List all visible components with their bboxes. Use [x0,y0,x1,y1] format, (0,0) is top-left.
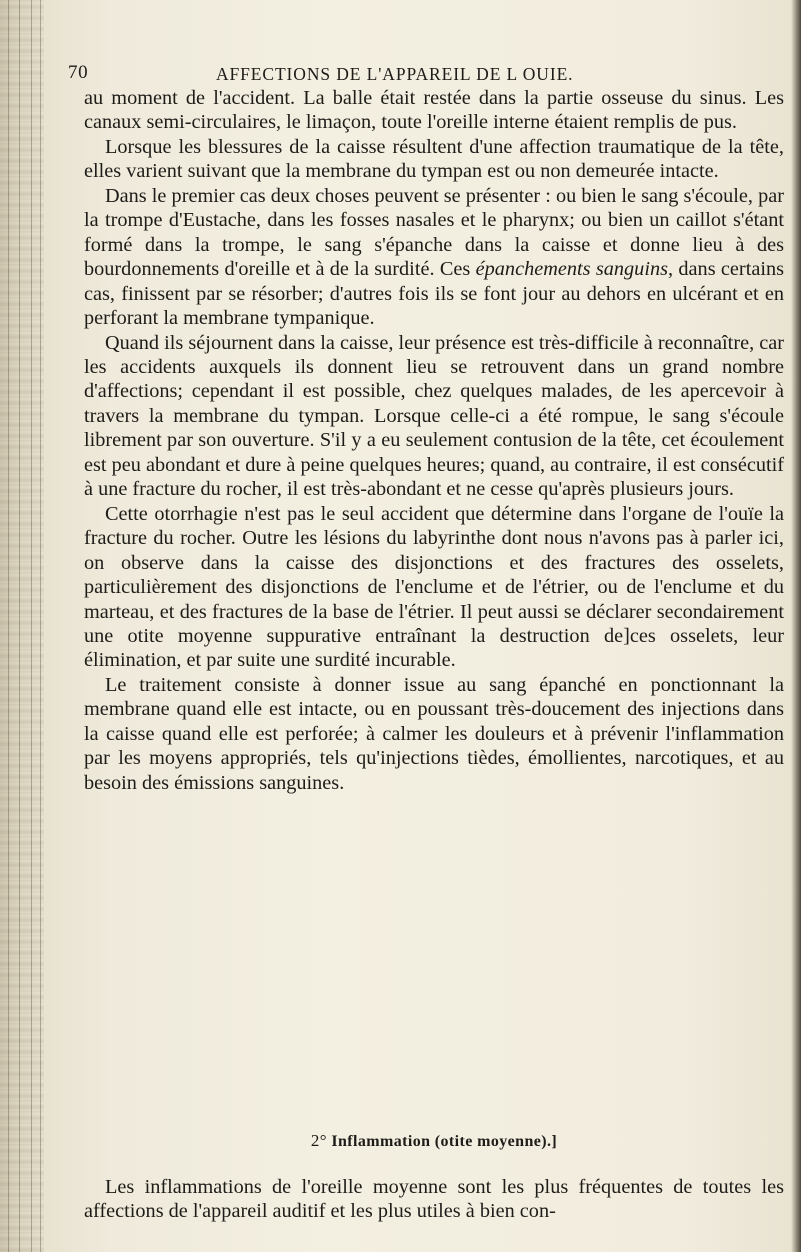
gutter-line [19,0,20,1252]
gutter-line [31,0,32,1252]
paragraph-3-end: , dans certains cas, finissent par se résorber; d'autres fois ils se font jour au dehors en ulcérant et en perforant la membrane tympanique. [84,258,784,330]
running-header [68,62,758,88]
paragraph-3-italic: épanchements sanguins [475,258,668,281]
page-number: 70 [68,62,89,83]
paragraph-7: Les inflammations de l'oreille moyenne sont les plus fréquentes de toutes les affections de l'appareil auditif et les plus utiles à bien con- [84,1176,784,1223]
paragraph-5: Cette otorrhagie n'est pas le seul accident que détermine dans l'organe de l'ouïe la fracture du rocher. Outre les lésions du labyrinthe dont nous n'avons pas à parler ici, on observe dans la caisse des disjonctions et des fractures des osselets, particulièrement des disjonctions de l'enclume et de l'étrier, ou de l'enclume et du marteau, et des fractures de la base de l'étrier. Il peut aussi se déclarer secondairement une otite moyenne suppurative entraînant la destruction de]ces osselets, leur élimination, et par suite une surdité incurable. [84,502,784,672]
paragraph-1: au moment de l'accident. La balle était restée dans la partie osseuse du sinus. Les canaux semi-circulaires, le limaçon, toute l'oreille interne étaient remplis de pus. [84,87,784,134]
running-title: AFFECTIONS DE L'APPAREIL DE L OUIE. [216,64,574,84]
gutter-line [40,0,41,1252]
section-number: 2° [310,1131,327,1150]
paragraph-3-start: Dans le premier cas deux choses peuvent se présenter : ou bien le sang s'écoule, par la trompe d'Eustache, dans les fosses nasales et le pharynx; ou bien un caillot s'étant formé dans la trompe, le sang s'épanche dans la caisse et donne lieu à des bourdonnements d'oreille et à de la surdité. Ces [84,184,784,281]
section-title-text: Inflammation (otite moyenne).] [331,1133,558,1150]
gutter-line [8,0,9,1252]
paragraph-4: Quand ils séjournent dans la caisse, leur présence est très-difficile à reconnaître, car les accidents auxquels ils donnent lieu se retrouvent dans un grand nombre d'affections; cependant il est possible, chez quelques malades, de les apercevoir à travers la membrane du tympan. Lorsque celle-ci a été rompue, le sang s'écoule librement par son ouverture. S'il y a eu seulement contusion de la tête, cet écoulement est peu abondant et dure à peine quelques heures; quand, au contraire, il est consécutif à une fracture du rocher, il est très-abondant et ne cesse qu'après plusieurs jours. [84,331,784,501]
page-right-edge [791,0,801,1252]
paragraph-6: Le traitement consiste à donner issue au sang épanché en ponctionnant la membrane quand elle est intacte, ou en poussant très-doucement des injections dans la caisse quand elle est perforée; à calmer les douleurs et à prévenir l'inflammation par les moyens appropriés, tels qu'injections tièdes, émollientes, narcotiques, et au besoin des émissions sanguines. [84,673,784,794]
paragraph-2: Lorsque les blessures de la caisse résultent d'une affection traumatique de la tête, elles varient suivant que la membrane du tympan est ou non demeurée intacte. [84,135,784,183]
page-gutter [0,0,44,1252]
section-heading [84,1131,784,1151]
paragraph-3 [84,184,784,331]
main-text [84,86,784,795]
section-text [84,1175,784,1224]
